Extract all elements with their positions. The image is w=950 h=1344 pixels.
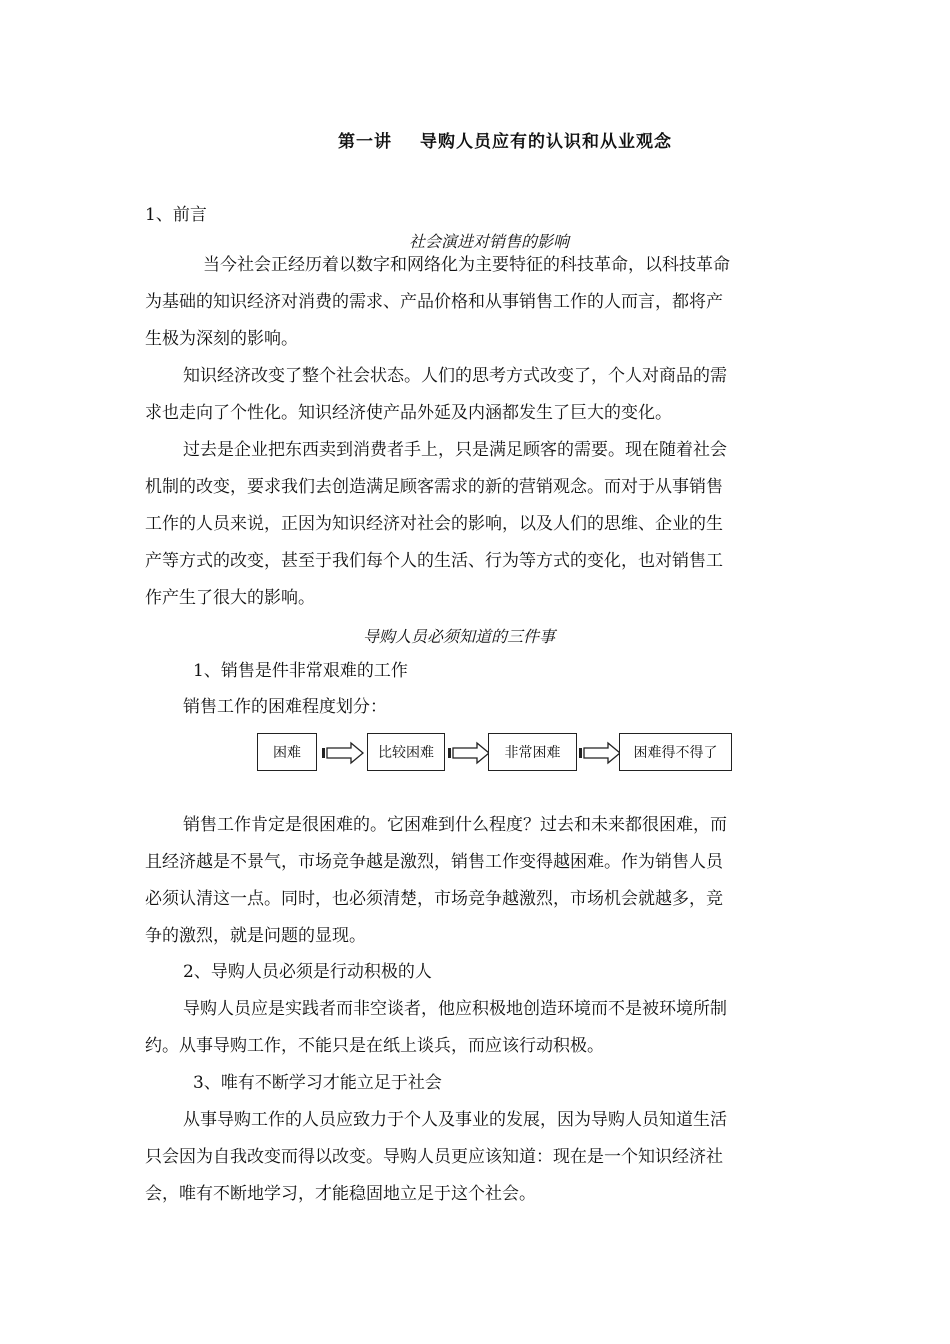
para4-line3: 必须认清这一点。同时，也必须清楚，市场竞争越激烈，市场机会就越多，竞 [145, 889, 723, 909]
para4-line1: 销售工作肯定是很困难的。它困难到什么程度？过去和未来都很困难，而 [183, 815, 727, 835]
para2-line2: 求也走向了个性化。知识经济使产品外延及内涵都发生了巨大的变化。 [145, 403, 672, 423]
flow-step-fairly-difficult: 比较困难 [367, 733, 445, 771]
para3-line2: 机制的改变，要求我们去创造满足顾客需求的新的营销观念。而对于从事销售 [145, 477, 723, 497]
flow-step-very-difficult: 非常困难 [488, 733, 577, 771]
para1-line2: 为基础的知识经济对消费的需求、产品价格和从事销售工作的人而言，都将产 [145, 292, 723, 312]
item3-heading: 3、唯有不断学习才能立足于社会 [193, 1073, 442, 1093]
lecture-title: 导购人员应有的认识和从业观念 [420, 132, 672, 152]
lecture-number: 第一讲 [338, 132, 392, 152]
para3-line4: 产等方式的改变，甚至于我们每个人的生活、行为等方式的变化，也对销售工 [145, 551, 723, 571]
para4-line4: 争的激烈，就是问题的显现。 [145, 926, 366, 946]
para3-line3: 工作的人员来说，正因为知识经济对社会的影响，以及人们的思维、企业的生 [145, 514, 723, 534]
flow-step-extremely-difficult: 困难得不得了 [619, 733, 732, 771]
item1-heading: 1、销售是件非常艰难的工作 [193, 661, 408, 681]
para5-line1: 导购人员应是实践者而非空谈者，他应积极地创造环境而不是被环境所制 [183, 999, 727, 1019]
para6-line3: 会，唯有不断地学习，才能稳固地立足于这个社会。 [145, 1184, 536, 1204]
para3-line5: 作产生了很大的影响。 [145, 588, 315, 608]
subtitle-social-evolution: 社会演进对销售的影响 [409, 232, 570, 251]
item2-heading: 2、导购人员必须是行动积极的人 [183, 962, 432, 982]
para6-line2: 只会因为自我改变而得以改变。导购人员更应该知道：现在是一个知识经济社 [145, 1147, 723, 1167]
section-heading-preface: 1、前言 [145, 205, 207, 225]
para6-line1: 从事导购工作的人员应致力于个人及事业的发展，因为导购人员知道生活 [183, 1110, 727, 1130]
para5-line2: 约。从事导购工作，不能只是在纸上谈兵，而应该行动积极。 [145, 1036, 604, 1056]
para4-line2: 且经济越是不景气，市场竞争越是激烈，销售工作变得越困难。作为销售人员 [145, 852, 723, 872]
para1-line3: 生极为深刻的影响。 [145, 329, 298, 349]
difficulty-flow-diagram [257, 733, 733, 773]
para1-line1: 当今社会正经历着以数字和网络化为主要特征的科技革命，以科技革命 [203, 255, 730, 275]
para3-line1: 过去是企业把东西卖到消费者手上，只是满足顾客的需要。现在随着社会 [183, 440, 727, 460]
flow-intro: 销售工作的困难程度划分： [183, 697, 387, 717]
page-title [0, 127, 950, 152]
arrow-right-icon [321, 741, 365, 765]
arrow-right-icon [578, 741, 622, 765]
arrow-right-icon [447, 741, 491, 765]
para2-line1: 知识经济改变了整个社会状态。人们的思考方式改变了，个人对商品的需 [183, 366, 727, 386]
flow-step-difficult: 困难 [257, 733, 317, 771]
subtitle-three-things: 导购人员必须知道的三件事 [363, 627, 556, 646]
